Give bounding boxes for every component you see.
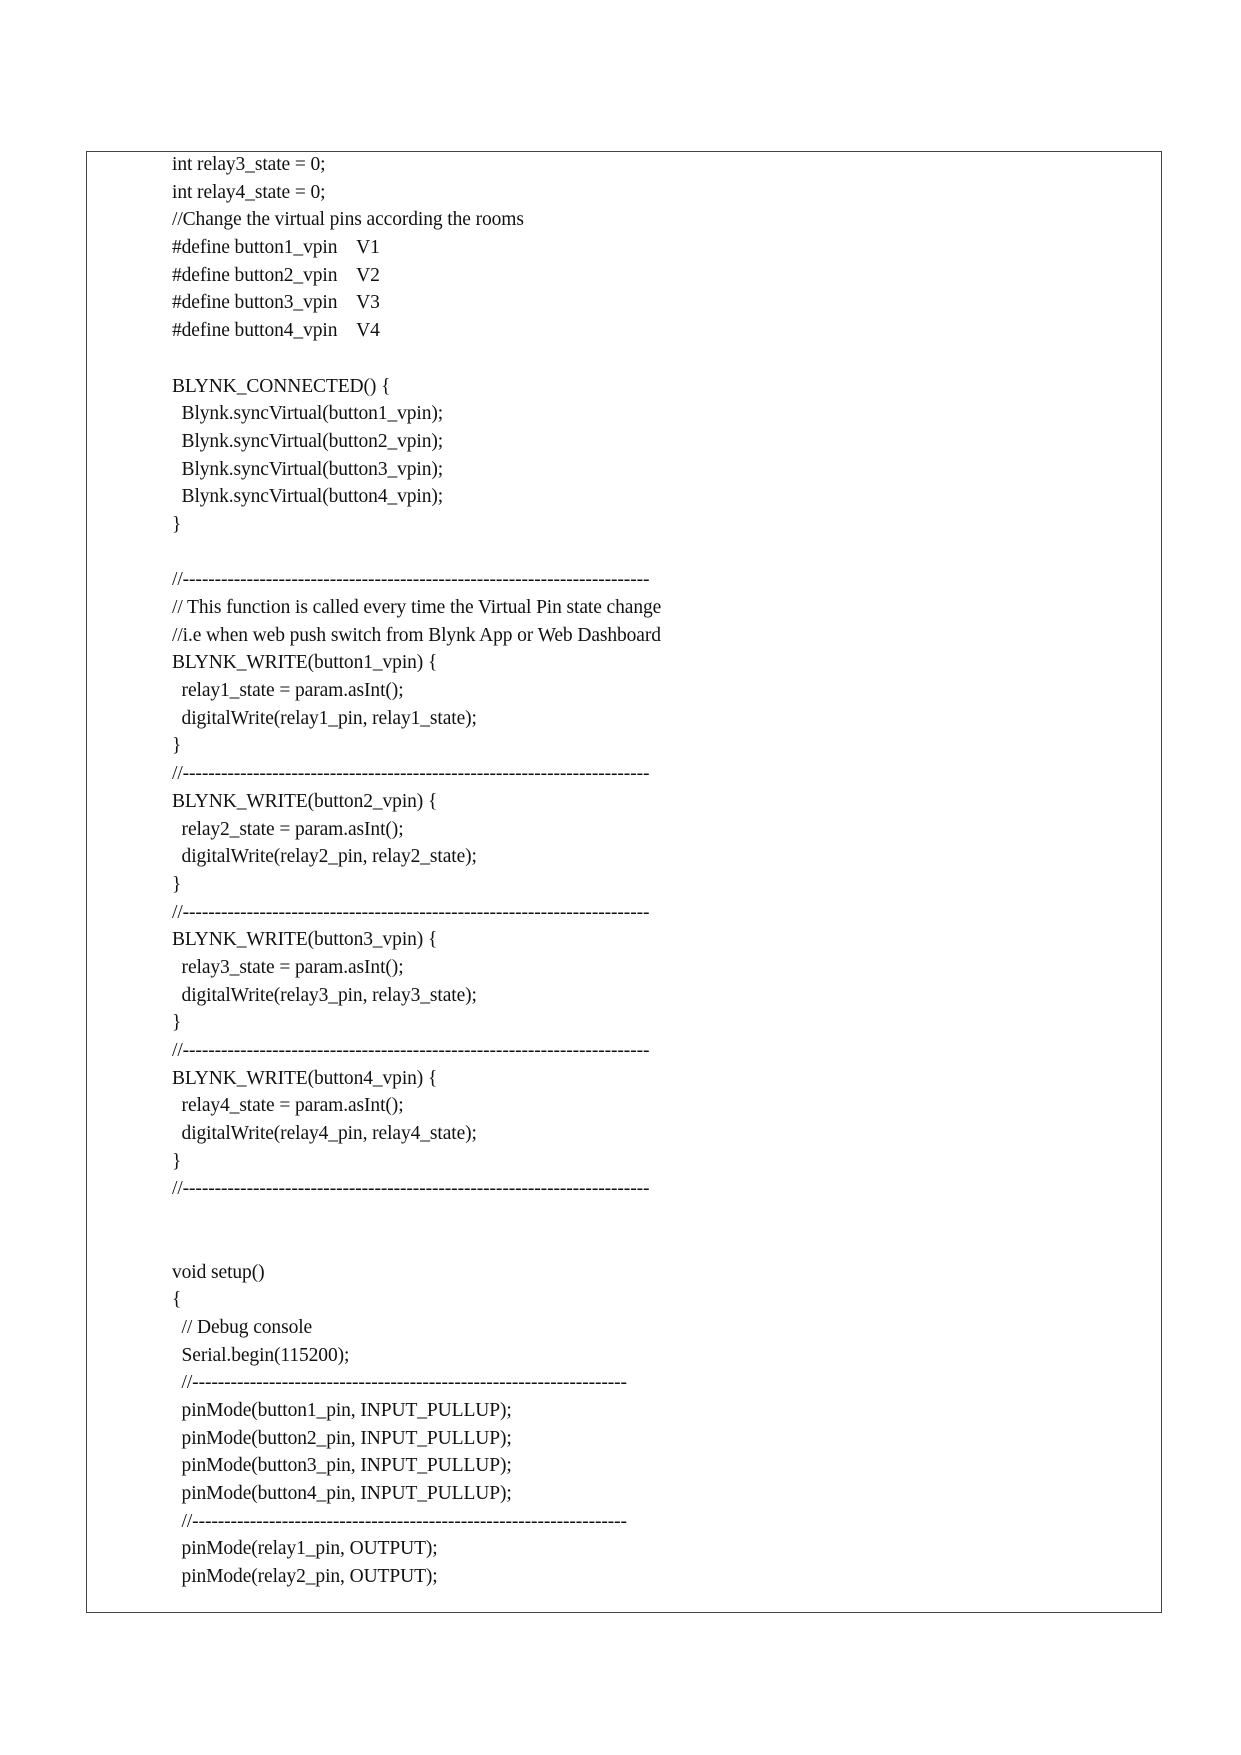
code-line: //--------------------------------------------------------------------	[172, 1510, 627, 1532]
code-line: digitalWrite(relay4_pin, relay4_state);	[172, 1123, 477, 1145]
code-line: int relay3_state = 0;	[172, 154, 326, 175]
code-line: Blynk.syncVirtual(button4_vpin);	[172, 486, 444, 508]
code-line: relay3_state = param.asInt();	[172, 956, 404, 978]
code-listing	[172, 151, 1132, 1591]
code-line: void setup()	[172, 1261, 265, 1283]
code-line: {	[172, 1289, 182, 1311]
code-line: #define button2_vpin V2	[172, 264, 380, 286]
code-line	[172, 539, 1132, 567]
code-line: //-------------------------------------------------------------------------	[172, 1040, 650, 1061]
code-line	[172, 345, 1132, 373]
code-line: //-------------------------------------------------------------------------	[172, 1178, 650, 1200]
code-line: }	[172, 873, 182, 895]
code-line: pinMode(button4_pin, INPUT_PULLUP);	[172, 1483, 512, 1504]
code-line: relay4_state = param.asInt();	[172, 1095, 404, 1117]
code-line: relay1_state = param.asInt();	[172, 680, 404, 702]
code-line: Blynk.syncVirtual(button3_vpin);	[172, 458, 444, 480]
code-line: #define button4_vpin V4	[172, 320, 380, 342]
code-line: }	[172, 735, 182, 757]
code-line: int relay4_state = 0;	[172, 181, 326, 203]
code-line: pinMode(button1_pin, INPUT_PULLUP);	[172, 1399, 512, 1421]
code-line: //i.e when web push switch from Blynk App or Web Dashboard	[172, 624, 661, 646]
code-line: }	[172, 513, 182, 535]
code-line: BLYNK_WRITE(button3_vpin) {	[172, 929, 438, 951]
code-line: BLYNK_WRITE(button2_vpin) {	[172, 790, 438, 812]
code-line: pinMode(button2_pin, INPUT_PULLUP);	[172, 1427, 512, 1449]
code-line: Blynk.syncVirtual(button1_vpin);	[172, 403, 444, 425]
code-line: digitalWrite(relay3_pin, relay3_state);	[172, 984, 477, 1006]
code-line: //-------------------------------------------------------------------------	[172, 763, 650, 785]
code-line: pinMode(relay1_pin, OUTPUT);	[172, 1538, 438, 1560]
code-line: }	[172, 1012, 182, 1034]
code-line: pinMode(relay2_pin, OUTPUT);	[172, 1566, 438, 1588]
code-line: //--------------------------------------------------------------------	[172, 1372, 627, 1394]
code-line: //-------------------------------------------------------------------------	[172, 901, 650, 923]
code-line	[172, 1231, 1132, 1259]
code-line: relay2_state = param.asInt();	[172, 818, 404, 840]
code-line: pinMode(button3_pin, INPUT_PULLUP);	[172, 1455, 512, 1477]
code-line: Blynk.syncVirtual(button2_vpin);	[172, 430, 444, 452]
code-line: digitalWrite(relay2_pin, relay2_state);	[172, 846, 477, 868]
code-line: BLYNK_WRITE(button4_vpin) {	[172, 1067, 438, 1089]
code-line: #define button3_vpin V3	[172, 292, 380, 314]
code-line: BLYNK_WRITE(button1_vpin) {	[172, 652, 438, 674]
code-line: Serial.begin(115200);	[172, 1344, 350, 1366]
code-line: }	[172, 1150, 182, 1172]
code-line: // Debug console	[172, 1316, 313, 1338]
code-line: //Change the virtual pins according the rooms	[172, 209, 524, 231]
code-line: BLYNK_CONNECTED() {	[172, 375, 391, 397]
code-line: //-------------------------------------------------------------------------	[172, 569, 650, 591]
code-line: // This function is called every time the Virtual Pin state change	[172, 597, 662, 618]
code-line: digitalWrite(relay1_pin, relay1_state);	[172, 707, 477, 729]
code-line: #define button1_vpin V1	[172, 237, 380, 259]
code-line	[172, 1203, 1132, 1231]
